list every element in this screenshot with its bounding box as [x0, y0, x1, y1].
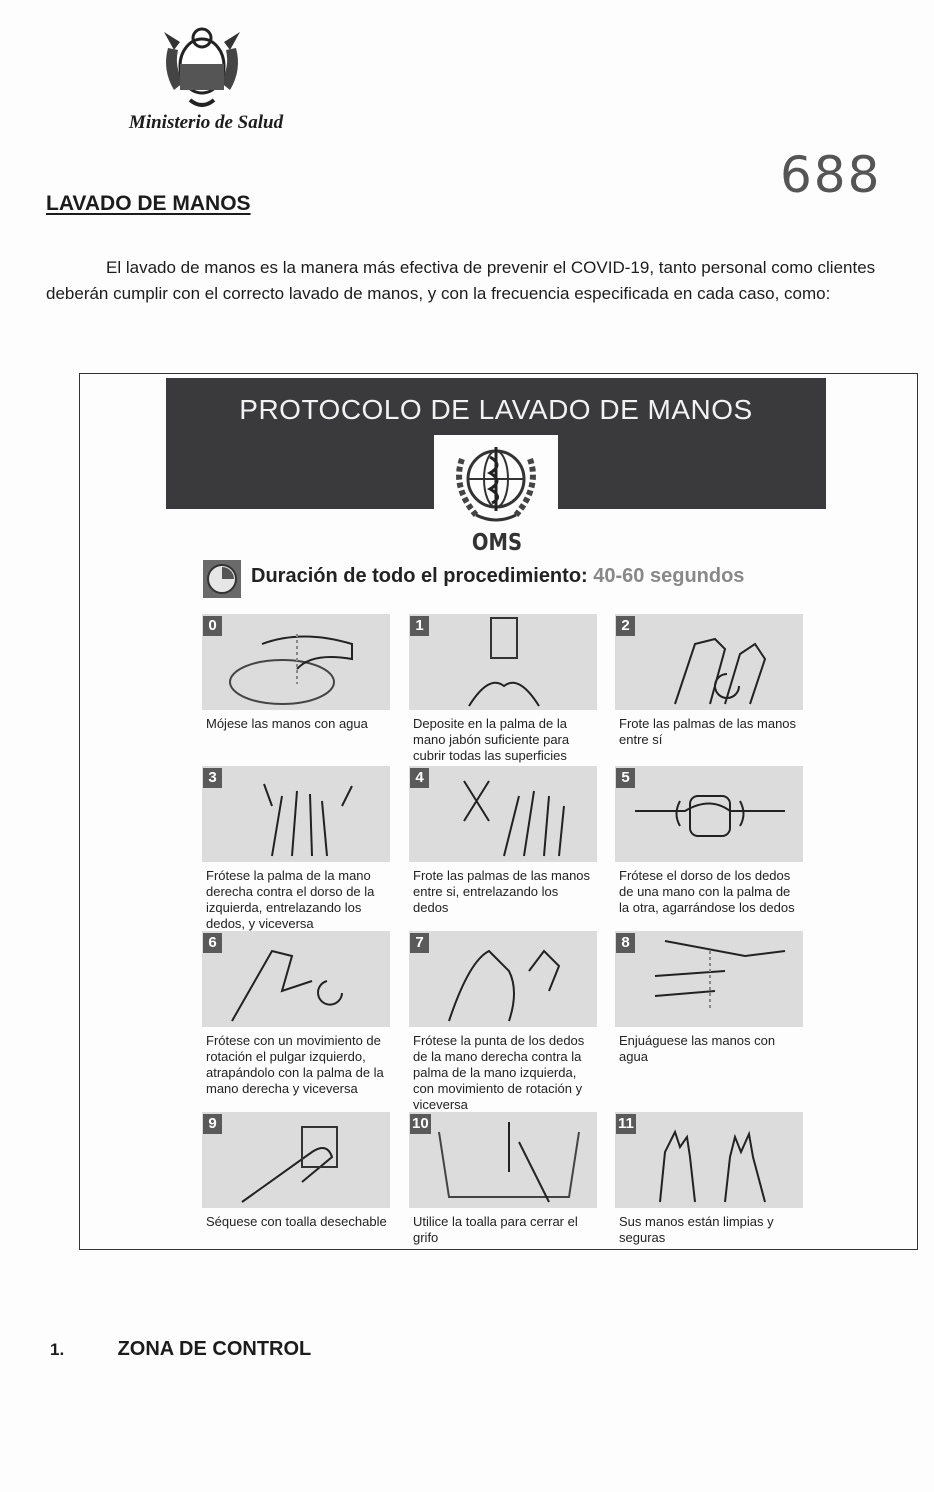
step-card-6	[202, 931, 390, 1097]
step-caption: Frótese la punta de los dedos de la mano derecha contra la palma de la mano izquierda, con movimiento de rotación y viceversa	[413, 1033, 585, 1112]
step-number: 8	[616, 933, 635, 953]
who-emblem-icon	[446, 439, 546, 529]
duration-label: Duración de todo el procedimiento:	[251, 565, 588, 587]
hand-washing-illustration	[615, 931, 803, 1027]
hands-icon	[409, 1112, 597, 1208]
step-card-7	[409, 931, 597, 1113]
hand-washing-illustration	[202, 1112, 390, 1208]
hand-washing-illustration	[615, 614, 803, 710]
step-number: 5	[616, 768, 635, 788]
clock-icon	[203, 560, 241, 598]
section-number: 1.	[50, 1340, 65, 1359]
hands-icon	[202, 766, 390, 862]
intro-paragraph: El lavado de manos es la manera más efectiva de prevenir el COVID-19, tanto personal como clientes deberán cumplir con el correcto lavado de manos, y con la frecuencia especificada en cada caso, como:	[46, 258, 876, 303]
hand-washing-illustration	[202, 614, 390, 710]
hands-icon	[409, 931, 597, 1027]
step-number: 11	[618, 1115, 634, 1132]
ministry-name: Ministerio de Salud	[128, 112, 284, 133]
step-number: 2	[616, 616, 635, 636]
hands-icon	[615, 931, 803, 1027]
hand-washing-illustration	[409, 614, 597, 710]
protocol-poster	[79, 373, 918, 1250]
hand-washing-illustration	[409, 1112, 597, 1208]
hand-washing-illustration	[202, 931, 390, 1027]
step-card-1	[409, 614, 597, 764]
step-card-0	[202, 614, 390, 732]
oms-label: OMS	[471, 530, 523, 556]
step-card-2	[615, 614, 803, 748]
protocol-title: PROTOCOLO DE LAVADO DE MANOS	[239, 394, 753, 425]
step-number: 1	[410, 616, 429, 636]
step-card-9	[202, 1112, 390, 1230]
step-number: 10	[412, 1115, 429, 1132]
step-caption: Mójese las manos con agua	[206, 716, 368, 731]
step-caption: Frótese el dorso de los dedos de una mano con la palma de la otra, agarrándose los dedos	[619, 868, 795, 915]
step-card-5	[615, 766, 803, 916]
step-number: 0	[203, 616, 222, 636]
step-caption: Séquese con toalla desechable	[206, 1214, 387, 1229]
hand-washing-illustration	[202, 766, 390, 862]
hands-icon	[615, 766, 803, 862]
document-title: LAVADO DE MANOS	[46, 192, 251, 215]
hand-washing-illustration	[615, 1112, 803, 1208]
hand-washing-illustration	[615, 766, 803, 862]
coat-of-arms-icon	[160, 20, 244, 112]
step-number: 7	[410, 933, 429, 953]
section-heading	[50, 1338, 311, 1361]
step-caption: Frótese con un movimiento de rotación el pulgar izquierdo, atrapándolo con la palma de la mano derecha y viceversa	[206, 1033, 384, 1096]
step-caption: Sus manos están limpias y seguras	[619, 1214, 774, 1245]
step-caption: Utilice la toalla para cerrar el grifo	[413, 1214, 578, 1245]
section-title: ZONA DE CONTROL	[117, 1338, 312, 1360]
step-card-8	[615, 931, 803, 1065]
step-caption: Frote las palmas de las manos entre si, entrelazando los dedos	[413, 868, 591, 915]
step-caption: Frote las palmas de las manos entre sí	[619, 716, 797, 747]
step-caption: Enjuáguese las manos con agua	[619, 1033, 776, 1064]
hands-icon	[409, 614, 597, 710]
step-caption: Frótese la palma de la mano derecha contra el dorso de la izquierda, entrelazando los dedos, y viceversa	[206, 868, 375, 931]
hands-icon	[615, 614, 803, 710]
step-number: 6	[203, 933, 222, 953]
duration-value: 40-60 segundos	[593, 565, 745, 587]
step-number: 9	[203, 1114, 222, 1134]
hand-washing-illustration	[409, 766, 597, 862]
hands-icon	[409, 766, 597, 862]
procedure-duration	[251, 565, 744, 588]
page-number: 688	[780, 146, 882, 204]
hands-icon	[202, 1112, 390, 1208]
who-logo	[434, 435, 558, 535]
step-card-11	[615, 1112, 803, 1246]
hand-washing-illustration	[409, 931, 597, 1027]
hands-icon	[202, 931, 390, 1027]
step-card-3	[202, 766, 390, 932]
hands-icon	[615, 1112, 803, 1208]
hands-icon	[202, 614, 390, 710]
step-card-10	[409, 1112, 597, 1246]
step-caption: Deposite en la palma de la mano jabón suficiente para cubrir todas las superficies	[413, 716, 570, 763]
step-number: 4	[410, 768, 429, 788]
step-number: 3	[203, 768, 222, 788]
step-card-4	[409, 766, 597, 916]
